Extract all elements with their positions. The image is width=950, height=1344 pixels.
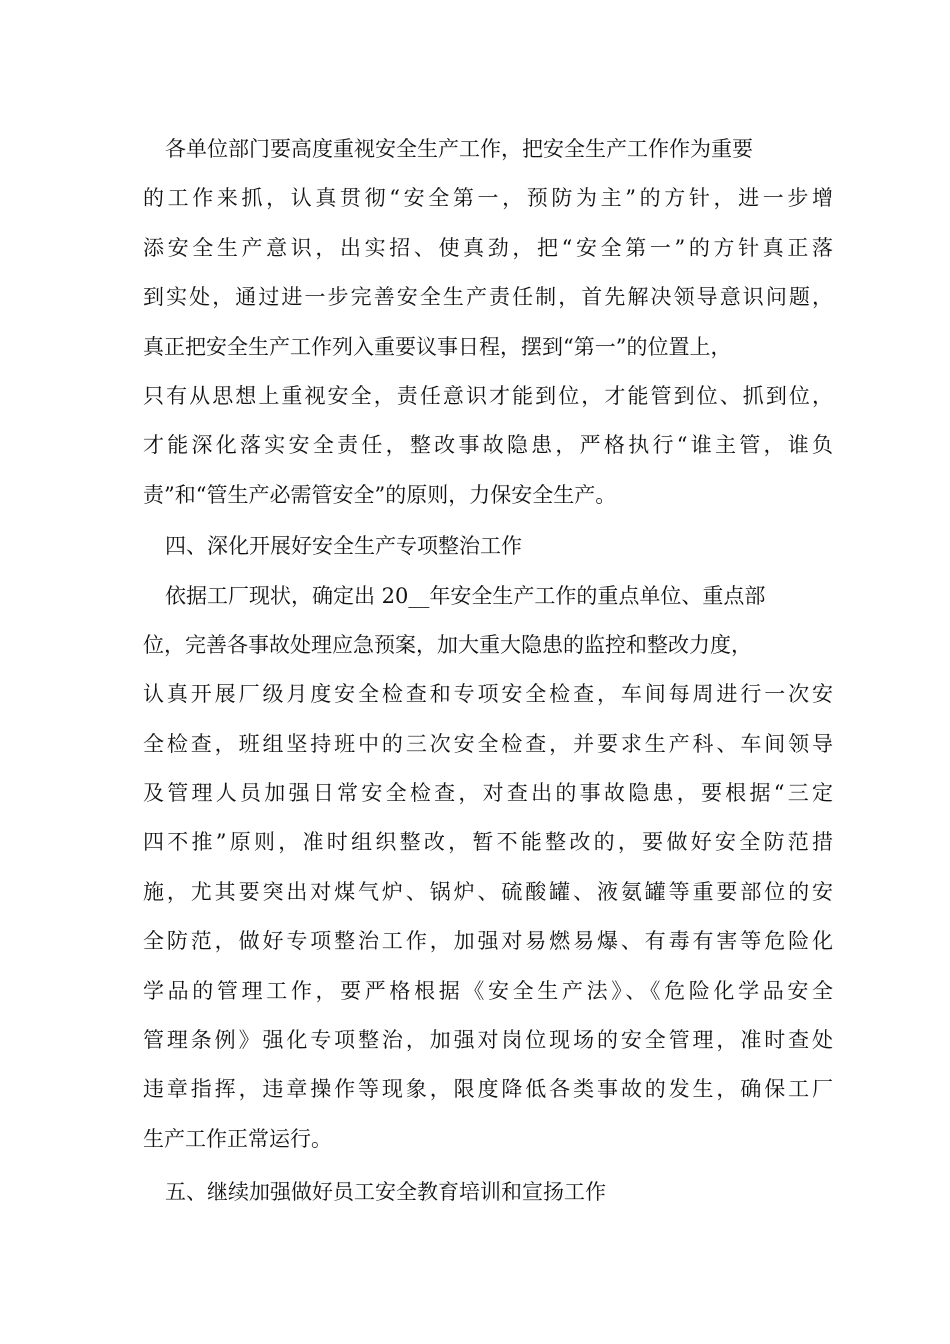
section-heading-5: 五、继续加强做好员工安全教育培训和宣扬工作 (165, 1180, 606, 1205)
paragraph-line: 到实处，通过进一步完善安全生产责任制，首先解决领导意识问题， (143, 285, 833, 310)
paragraph-line: 只有从思想上重视安全，责任意识才能到位，才能管到位、抓到位， (143, 383, 833, 408)
paragraph-line: 才能深化落实安全责任，整改事故隐患，严格执行“谁主管，谁负 (143, 433, 833, 458)
paragraph-line: 的工作来抓，认真贯彻“安全第一，预防为主”的方针，进一步增 (143, 186, 833, 211)
paragraph-line: 责”和“管生产必需管安全”的原则，力保安全生产。 (143, 482, 617, 507)
paragraph-line: 位，完善各事故处理应急预案，加大重大隐患的监控和整改力度， (143, 632, 752, 657)
paragraph-line: 管理条例》强化专项整治，加强对岗位现场的安全管理，准时查处 (143, 1028, 833, 1053)
paragraph-line: 学品的管理工作，要严格根据《安全生产法》、《危险化学品安全 (143, 978, 833, 1003)
paragraph-line: 及管理人员加强日常安全检查，对查出的事故隐患，要根据“三定 (143, 781, 833, 806)
paragraph-line: 真正把安全生产工作列入重要议事日程，摆到“第一”的位置上， (143, 334, 732, 359)
document-body (143, 125, 833, 1218)
paragraph-line: 认真开展厂级月度安全检查和专项安全检查，车间每周进行一次安 (143, 682, 833, 707)
paragraph-line: 依据工厂现状，确定出 20__年安全生产工作的重点单位、重点部 (165, 583, 766, 608)
section-heading-4: 四、深化开展好安全生产专项整治工作 (165, 534, 522, 559)
paragraph-line: 施，尤其要突出对煤气炉、锅炉、硫酸罐、液氨罐等重要部位的安 (143, 879, 833, 904)
paragraph-line: 违章指挥，违章操作等现象，限度降低各类事故的发生，确保工厂 (143, 1077, 833, 1102)
paragraph-line: 各单位部门要高度重视安全生产工作，把安全生产工作作为重要 (165, 137, 753, 161)
paragraph-line: 全防范，做好专项整治工作，加强对易燃易爆、有毒有害等危险化 (143, 929, 833, 954)
paragraph-line: 全检查，班组坚持班中的三次安全检查，并要求生产科、车间领导 (143, 731, 833, 756)
paragraph-line: 四不推”原则，准时组织整改，暂不能整改的，要做好安全防范措 (143, 830, 833, 855)
paragraph-line: 添安全生产意识，出实招、使真劲，把“安全第一”的方针真正落 (143, 235, 833, 260)
paragraph-line: 生产工作正常运行。 (143, 1126, 332, 1151)
